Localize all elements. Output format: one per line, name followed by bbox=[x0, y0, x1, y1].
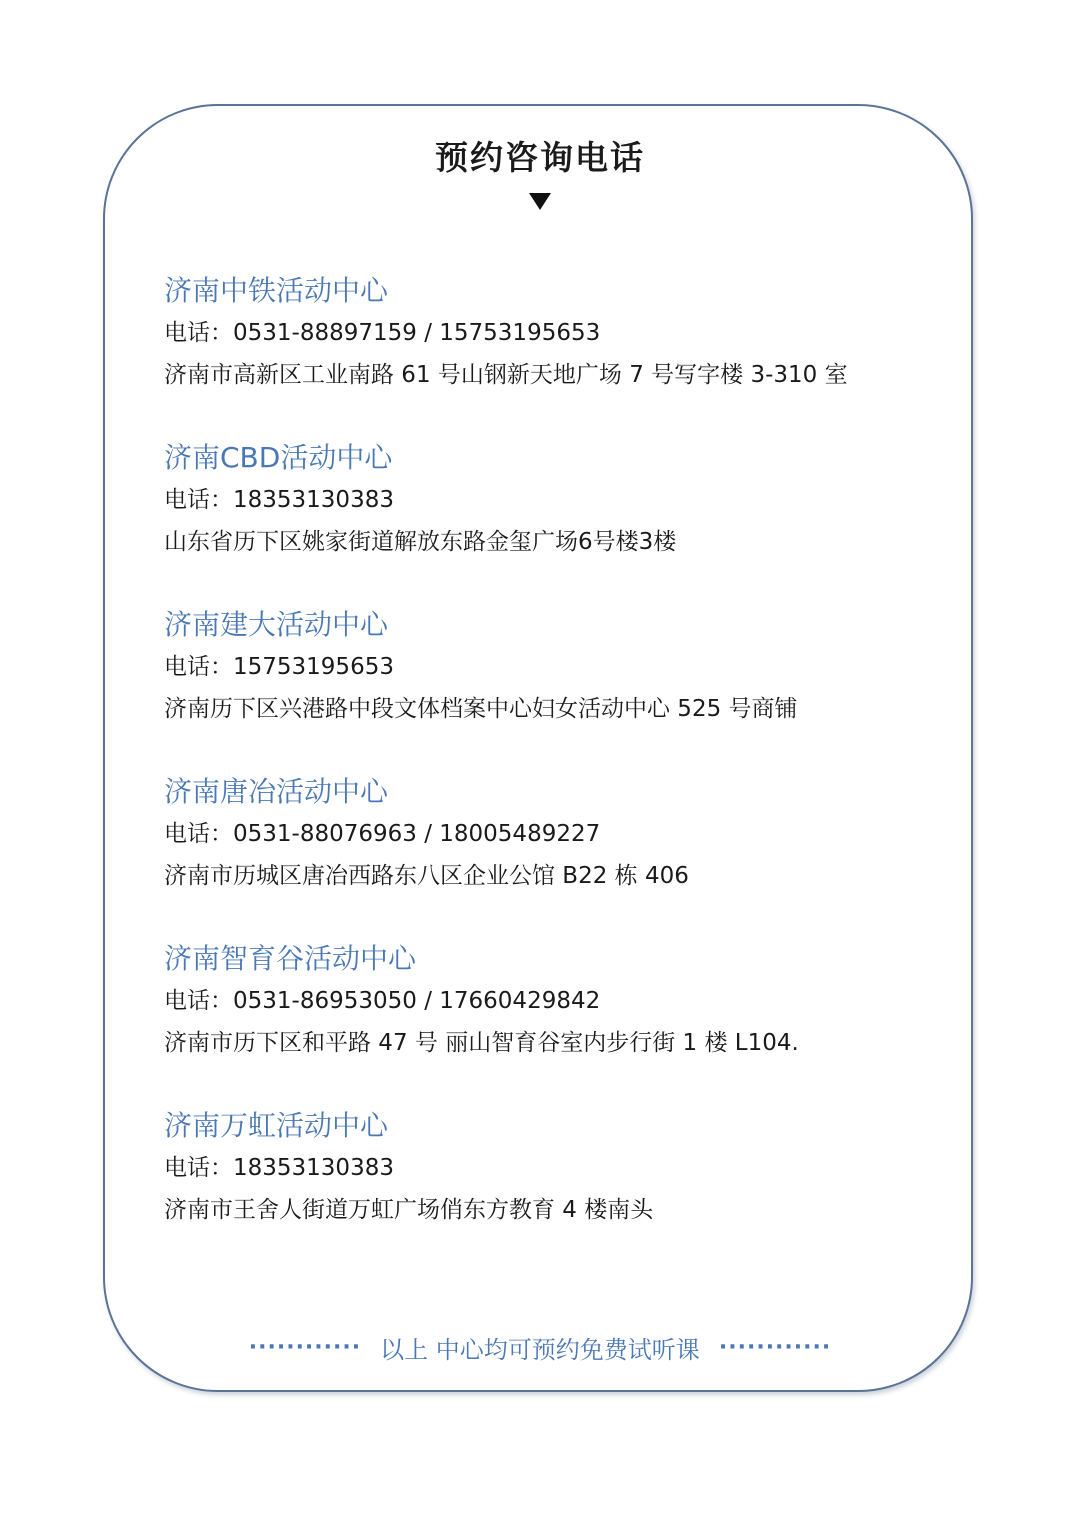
center-block bbox=[164, 271, 924, 395]
center-name: 济南万虹活动中心 bbox=[164, 1109, 389, 1142]
footer-text: 以上 中心均可预约免费试听课 bbox=[380, 1336, 700, 1364]
center-name: 济南智育谷活动中心 bbox=[164, 942, 417, 975]
footer-note bbox=[0, 1330, 1080, 1365]
center-block bbox=[164, 939, 924, 1063]
down-triangle-icon bbox=[529, 193, 551, 210]
center-block bbox=[164, 438, 924, 562]
center-address: 济南市高新区工业南路 61 号山钢新天地广场 7 号写字楼 3-310 室 bbox=[164, 362, 848, 388]
center-phone: 电话：18353130383 bbox=[164, 1155, 394, 1181]
center-phone: 电话：18353130383 bbox=[164, 487, 394, 513]
page-title: 预约咨询电话 bbox=[435, 138, 645, 177]
center-phone: 电话：15753195653 bbox=[164, 654, 394, 680]
center-address: 济南历下区兴港路中段文体档案中心妇女活动中心 525 号商铺 bbox=[164, 696, 798, 722]
center-phone: 电话：0531-88897159 / 15753195653 bbox=[164, 320, 601, 346]
center-name: 济南CBD活动中心 bbox=[164, 441, 393, 474]
center-address: 济南市历城区唐冶西路东八区企业公馆 B22 栋 406 bbox=[164, 863, 689, 889]
center-name: 济南中铁活动中心 bbox=[164, 274, 389, 307]
center-phone: 电话：0531-86953050 / 17660429842 bbox=[164, 988, 601, 1014]
center-phone: 电话：0531-88076963 / 18005489227 bbox=[164, 821, 601, 847]
center-block bbox=[164, 605, 924, 729]
center-address: 山东省历下区姚家街道解放东路金玺广场6号楼3楼 bbox=[164, 529, 677, 555]
center-block bbox=[164, 1106, 924, 1230]
dotted-divider-left: ············ bbox=[248, 1335, 362, 1360]
center-block bbox=[164, 772, 924, 896]
center-address: 济南市王舍人街道万虹广场俏东方教育 4 楼南头 bbox=[164, 1197, 654, 1223]
dotted-divider-right: ············ bbox=[718, 1335, 832, 1360]
center-name: 济南建大活动中心 bbox=[164, 608, 389, 641]
center-name: 济南唐冶活动中心 bbox=[164, 775, 389, 808]
center-address: 济南市历下区和平路 47 号 丽山智育谷室内步行街 1 楼 L104. bbox=[164, 1030, 799, 1056]
